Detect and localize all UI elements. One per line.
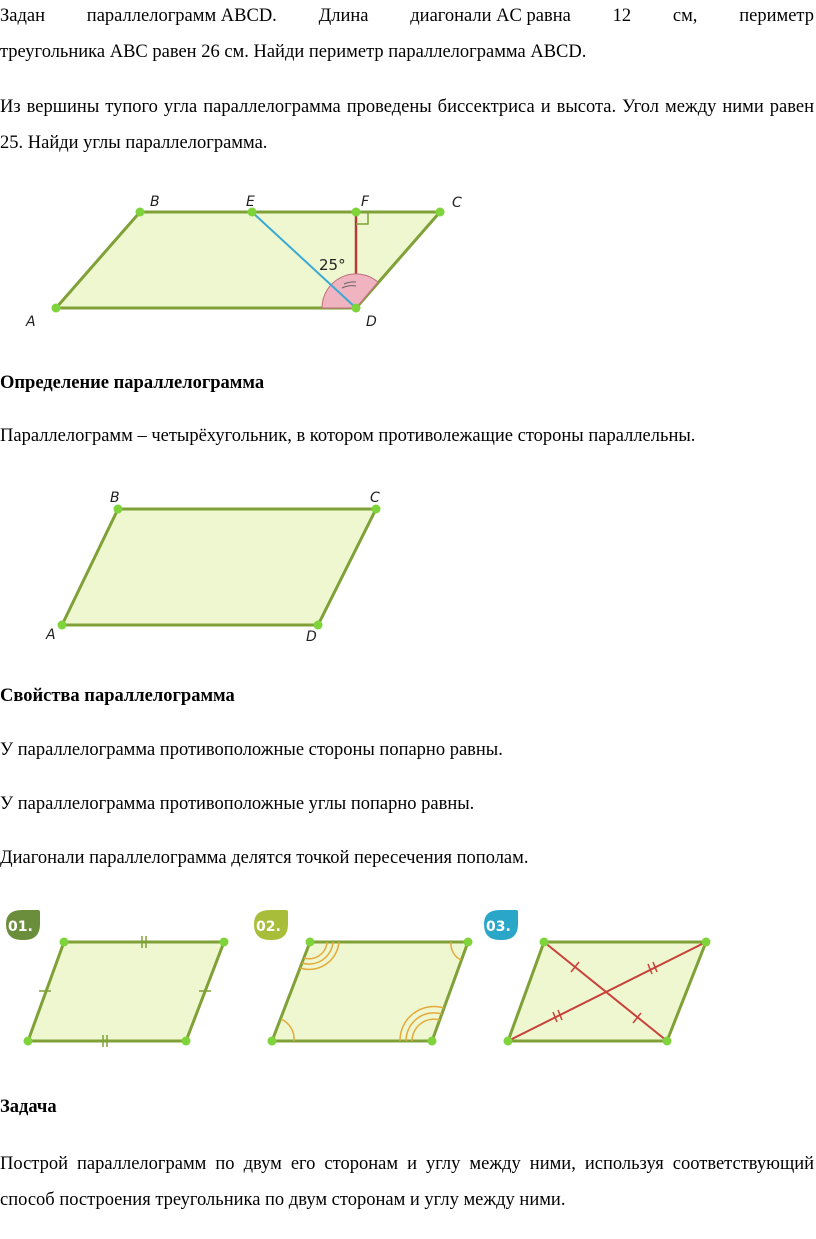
task1-word: периметр (739, 6, 814, 26)
vertex-point (663, 1037, 672, 1046)
properties-heading: Свойства параллелограмма (0, 686, 235, 706)
task1-word: см, (672, 6, 698, 26)
definition-text: Параллелограмм – четырёхугольник, в котором противолежащие стороны параллельны. (0, 426, 696, 446)
label-c: C (370, 490, 380, 506)
badge-02 (254, 910, 288, 940)
definition-heading: Определение параллелограмма (0, 373, 265, 393)
vertex-point (540, 938, 549, 947)
label-b: B (150, 194, 160, 210)
angle-label: 25° (319, 256, 346, 274)
vertex-point (428, 1037, 437, 1046)
vertex-point (464, 938, 473, 947)
task1-line1 (0, 2, 814, 31)
vertex-point (306, 938, 315, 947)
point-f (352, 208, 361, 217)
label-c: C (452, 195, 462, 211)
badge-02-label: 02. (256, 919, 281, 935)
badge-01-label: 01. (8, 919, 33, 935)
parallelogram-abcd (62, 509, 376, 625)
vertex-point (268, 1037, 277, 1046)
parallelogram-figure (0, 485, 816, 650)
properties-figures (0, 900, 816, 1050)
task1-word: диагонали AC равна (410, 6, 571, 26)
point-a (52, 304, 61, 313)
label-a: A (46, 627, 56, 643)
parallelogram-abcd-fill (56, 212, 440, 308)
point-d (352, 304, 361, 313)
label-a: A (26, 314, 36, 330)
task1-word: Задан (0, 6, 46, 26)
vertex-point (24, 1037, 33, 1046)
point-c (436, 208, 445, 217)
property-item: У параллелограмма противоположные стороны попарно равны. (0, 740, 503, 760)
task1-word: Длина (318, 6, 369, 26)
label-e: E (246, 194, 255, 210)
vertex-point (182, 1037, 191, 1046)
task2-paragraph: Из вершины тупого угла параллелограмма проведены биссектриса и высота. Угол между ними равен 25. Найди углы параллелограмма. (0, 97, 814, 153)
label-d: D (306, 629, 317, 645)
equal-sides-parallelogram (28, 942, 224, 1041)
property-item: Диагонали параллелограмма делятся точкой пересечения пополам. (0, 848, 529, 868)
bisector-height-figure (0, 180, 816, 340)
problem-text: Построй параллелограмм по двум его сторонам и углу между ними, используя соответствующий способ построения треугольника по двум сторонам и углу между ними. (0, 1154, 814, 1210)
label-f: F (361, 194, 370, 210)
task1-line2: треугольника ABC равен 26 см. Найди периметр параллелограмма ABCD. (0, 42, 587, 62)
point-a (58, 621, 67, 630)
badge-03 (484, 910, 518, 940)
point-b (136, 208, 145, 217)
property-item: У параллелограмма противоположные углы попарно равны. (0, 794, 475, 814)
equal-angles-parallelogram (272, 942, 468, 1041)
vertex-point (60, 938, 69, 947)
task1-word: 12 (612, 6, 632, 26)
label-b: B (110, 490, 120, 506)
vertex-point (220, 938, 229, 947)
badge-01 (6, 910, 40, 940)
vertex-point (702, 938, 711, 947)
vertex-point (504, 1037, 513, 1046)
problem-heading: Задача (0, 1097, 57, 1117)
task1-word: параллелограмм ABCD. (86, 6, 277, 26)
label-d: D (366, 314, 377, 330)
task1-paragraph (0, 2, 814, 67)
badge-03-label: 03. (486, 919, 511, 935)
